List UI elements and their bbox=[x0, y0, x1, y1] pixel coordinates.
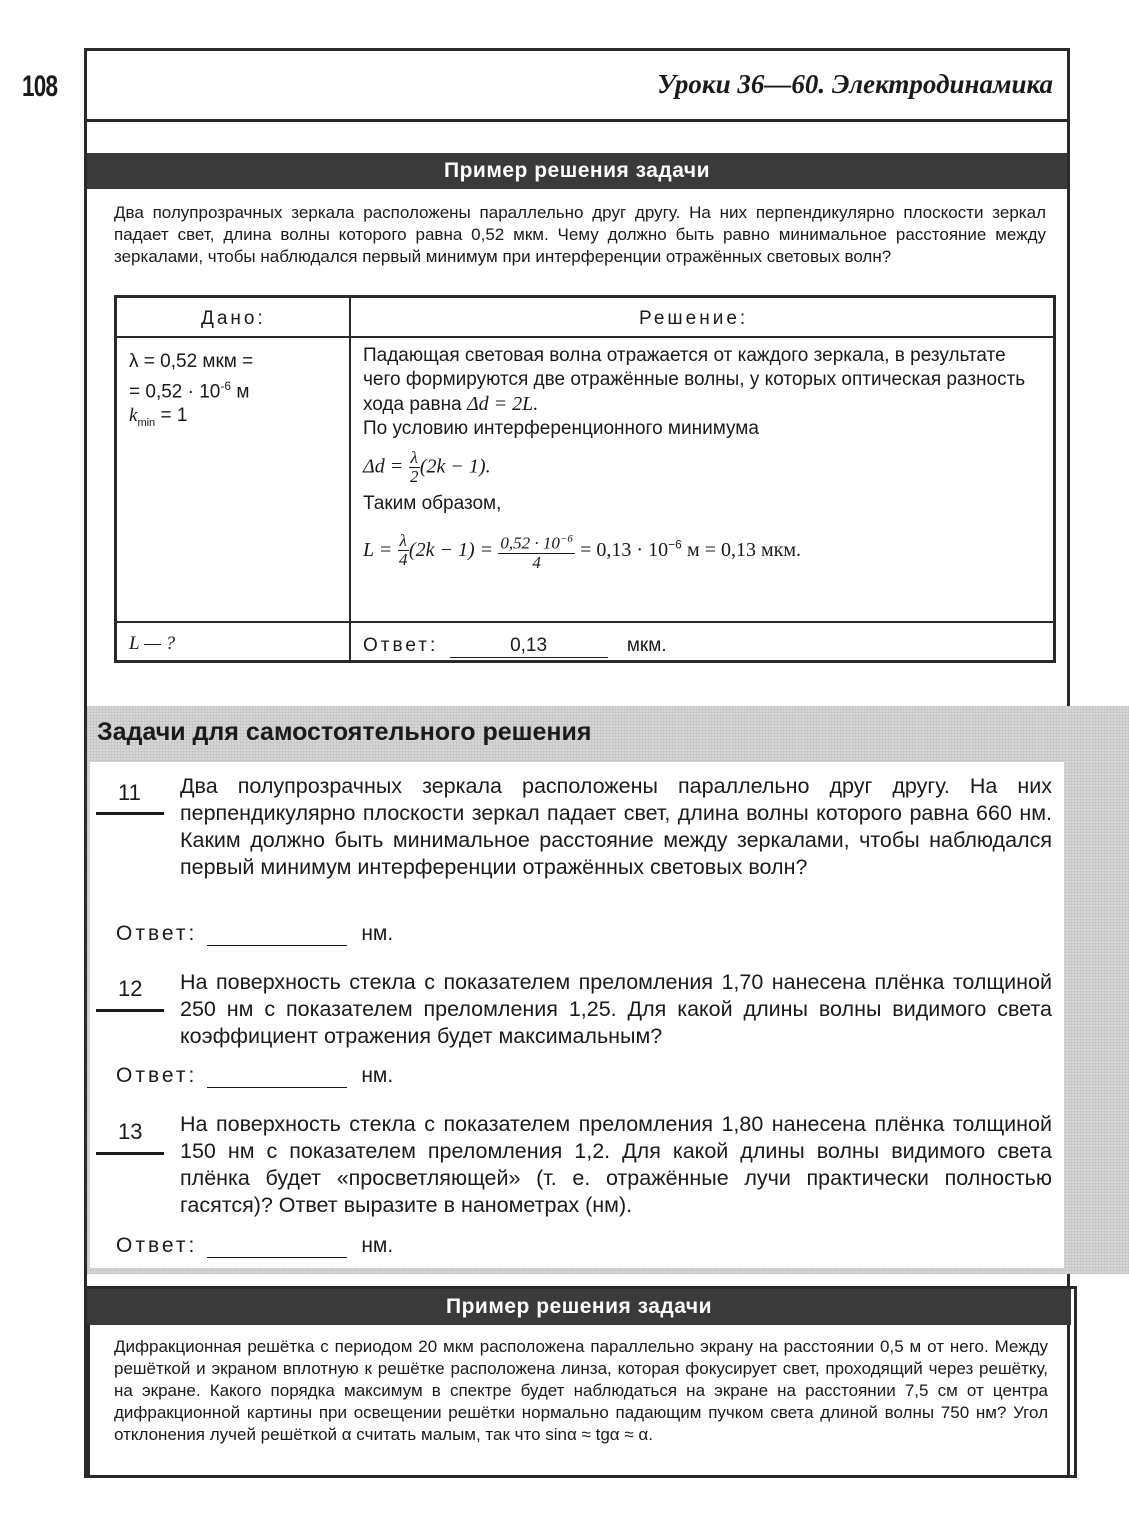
given-lambda-si-value: = 0,52 · 10 bbox=[129, 381, 221, 403]
answer-unit: нм. bbox=[361, 922, 394, 945]
task-text: Два полупрозрачных зеркала расположены параллельно друг другу. На них перпендикулярно плоскости зеркал падает свет, длина волны которого равна 660 нм. Каким должно быть минимальное расстояние между зеркалами, чтобы наблюдался первый минимум интерференции отражённых световых волн? bbox=[180, 774, 1052, 879]
formula-result-lhs: L = bbox=[363, 538, 393, 561]
task-answer bbox=[116, 1064, 393, 1088]
task-number: 11 bbox=[118, 780, 141, 805]
given-k-sub: min bbox=[137, 417, 156, 430]
answer-unit: нм. bbox=[361, 1234, 394, 1257]
tasks-title: Задачи для самостоятельного решения bbox=[97, 718, 592, 746]
answer-blank[interactable] bbox=[207, 925, 347, 946]
formula-result-tail: м = 0,13 мкм. bbox=[687, 538, 802, 561]
formula-result-mid: (2k − 1) = bbox=[408, 538, 494, 561]
formula-minimum bbox=[363, 449, 1043, 486]
task-number: 13 bbox=[118, 1119, 143, 1144]
formula-result bbox=[363, 530, 1043, 572]
fraction-num-value: 0,52 · 10 bbox=[500, 533, 560, 553]
given-lambda-si bbox=[129, 374, 253, 404]
example-2-bar: Пример решения задачи bbox=[87, 1289, 1071, 1325]
fraction-numerator: λ bbox=[399, 531, 407, 551]
given-k-symbol: k bbox=[129, 405, 138, 427]
fraction-lambda-4 bbox=[398, 532, 409, 569]
answer-unit: нм. bbox=[361, 1064, 394, 1087]
given-values bbox=[129, 350, 253, 435]
given-unit: м bbox=[236, 381, 250, 403]
fraction-denominator: 2 bbox=[409, 467, 419, 486]
answer-label: Ответ: bbox=[116, 922, 198, 945]
task-number: 12 bbox=[118, 976, 143, 1001]
example-1-bar: Пример решения задачи bbox=[87, 153, 1067, 189]
fraction-denominator: 4 bbox=[398, 550, 408, 570]
formula-result-value: = 0,13 · 10 bbox=[580, 538, 669, 561]
answer-label: Ответ: bbox=[116, 1064, 198, 1087]
task-number-bar bbox=[96, 812, 164, 815]
given-header: Дано: bbox=[201, 308, 266, 329]
example-1-problem: Два полупрозрачных зеркала расположены параллельно друг другу. На них перпендикулярно плоскости зеркал падает свет, длина волны которого равна 0,52 мкм. Чему должно быть равно минимальное расстояние между зеркалами, чтобы наблюдался первый минимум при интерференции отражённых световых волн? bbox=[114, 203, 1046, 266]
task-text: На поверхность стекла с показателем преломления 1,80 нанесена плёнка толщиной 150 нм с показателем преломления 1,2. Для какой длины волны видимого света плёнка будет «просветляющей» (т. е. отражённые лучи практически полностью гасятся)? Ответ выразите в нанометрах (нм). bbox=[180, 1112, 1052, 1217]
given-k-value: = 1 bbox=[160, 405, 188, 427]
solution-intro bbox=[363, 344, 1043, 417]
task-answer bbox=[116, 922, 393, 946]
answer-unit: мкм. bbox=[626, 635, 667, 656]
fraction-numerator: λ bbox=[410, 448, 418, 467]
header-title: Уроки 36—60. Электродинамика bbox=[657, 69, 1053, 99]
table-divider-vertical bbox=[349, 298, 351, 660]
task-answer bbox=[116, 1234, 393, 1258]
formula-path-difference: Δd = 2L. bbox=[466, 393, 539, 415]
task-text: На поверхность стекла с показателем преломления 1,70 нанесена плёнка толщиной 250 нм с показателем преломления 1,25. Для какой длины волны видимого света коэффициент отражения будет максимальным? bbox=[180, 970, 1052, 1048]
table-divider-header bbox=[117, 336, 1053, 338]
page-number: 108 bbox=[22, 70, 58, 103]
formula-minimum-rhs: (2k − 1). bbox=[419, 455, 491, 478]
given-k bbox=[129, 404, 253, 435]
solution-text-1: Падающая световая волна отражается от каждого зеркала, в результате чего формируются две отражённые волны, у которых оптическая разность хода равна bbox=[363, 345, 1026, 415]
solution-text-3: Таким образом, bbox=[363, 493, 502, 514]
answer-blank[interactable] bbox=[207, 1067, 347, 1088]
answer-blank[interactable] bbox=[207, 1237, 347, 1258]
page-header bbox=[87, 51, 1067, 122]
answer-value: 0,13 bbox=[450, 635, 608, 658]
answer-label: Ответ: bbox=[363, 635, 439, 656]
example-2-problem: Дифракционная решётка с периодом 20 мкм расположена параллельно экрану на расстоянии 0,5 м от него. Между решёткой и экраном вплотную к решётке расположена линза, которая фокусирует свет, проходящий через решётку, на экране. Какого порядка максимум в спектре будет наблюдаться на экране на расстоянии 7,5 см от центра дифракционной картины при освещении решётки нормально падающим пучком света длиной волны 750 нм? Угол отклонения лучей решёткой α считать малым, так что sinα ≈ tgα ≈ α. bbox=[114, 1337, 1048, 1444]
unknown-quantity: L — ? bbox=[129, 633, 176, 654]
fraction-num-exp: −6 bbox=[559, 533, 573, 545]
table-divider-answer bbox=[117, 621, 1053, 623]
solution-table bbox=[114, 295, 1056, 663]
fraction-numeric bbox=[498, 530, 574, 572]
task-number-bar bbox=[96, 1152, 164, 1155]
answer-label: Ответ: bbox=[116, 1234, 198, 1257]
given-lambda: λ = 0,52 мкм = bbox=[129, 351, 254, 372]
formula-minimum-lhs: Δd = bbox=[363, 455, 404, 478]
solution-text-2: По условию интерференционного минимума bbox=[363, 418, 759, 439]
solution-body bbox=[363, 344, 1043, 572]
given-exponent: -6 bbox=[220, 379, 232, 393]
task-number-bar bbox=[96, 1009, 164, 1012]
fraction-numerator bbox=[498, 530, 574, 554]
solution-header: Решение: bbox=[639, 308, 749, 329]
fraction-lambda-2 bbox=[409, 449, 420, 486]
example-1-answer bbox=[363, 635, 667, 658]
formula-result-exp: −6 bbox=[668, 537, 682, 552]
fraction-denominator: 4 bbox=[532, 552, 541, 572]
